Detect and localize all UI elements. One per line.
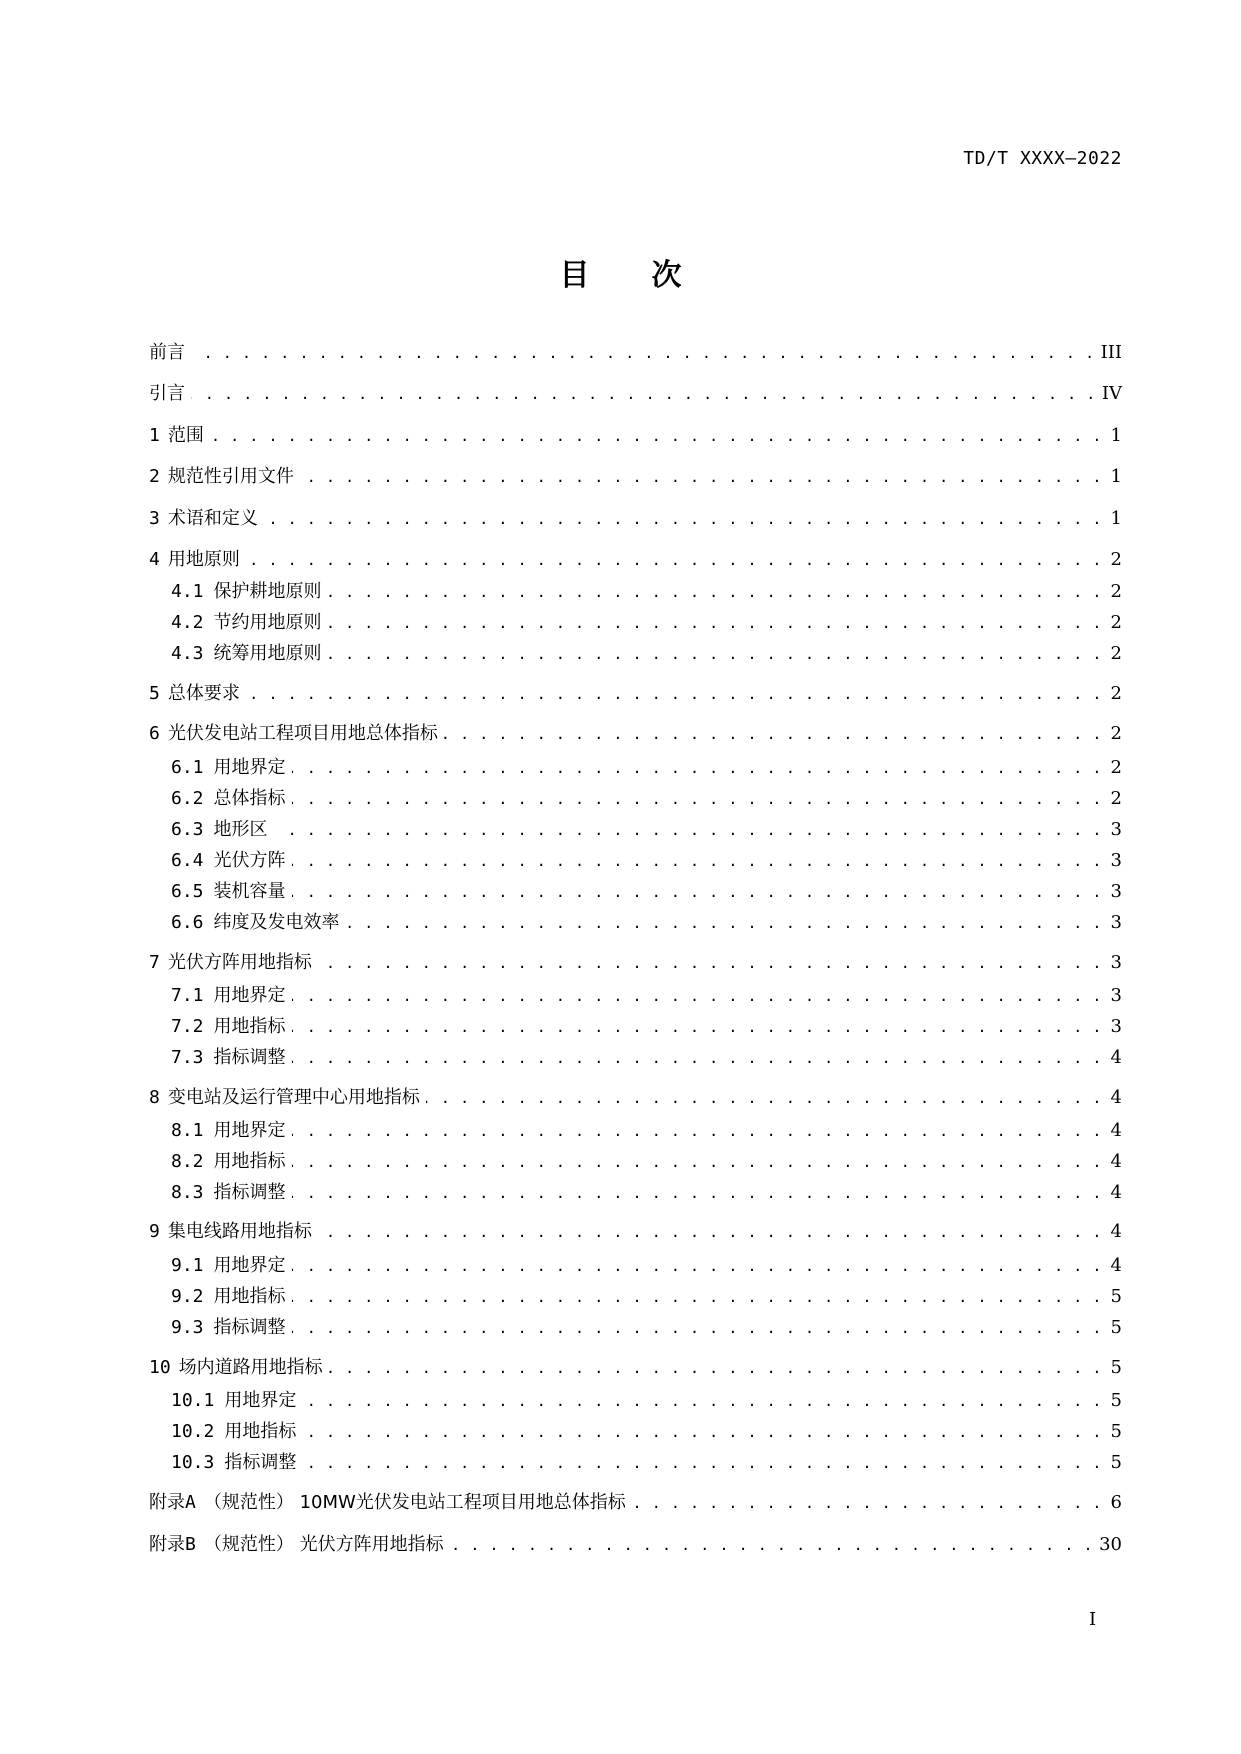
toc-entry[interactable] [149, 983, 1122, 1009]
toc-entry[interactable] [149, 547, 1122, 573]
toc-entry-page: 2 [1110, 757, 1122, 778]
toc-entry-number: 6.1 [171, 757, 204, 778]
toc-entry-page: 1 [1110, 425, 1122, 446]
toc-entry[interactable] [149, 506, 1122, 532]
toc-entry[interactable] [149, 579, 1122, 605]
toc-entry-page: 1 [1110, 508, 1122, 529]
toc-entry-page: 5 [1110, 1317, 1122, 1338]
toc-entry-label: 总体指标 [213, 788, 286, 809]
toc-entry-label: 用地指标 [224, 1421, 297, 1442]
dot-leader [292, 1284, 1102, 1310]
toc-entry-number: 9 [149, 1221, 160, 1242]
toc-entry[interactable] [149, 1284, 1122, 1310]
toc-entry-page: 5 [1110, 1390, 1122, 1411]
toc-entry-number: 6.6 [171, 912, 204, 933]
toc-entry[interactable] [149, 1315, 1122, 1341]
dot-leader [292, 1149, 1102, 1175]
toc-entry-page: 2 [1110, 581, 1122, 602]
toc-entry-label: 集电线路用地指标 [167, 1221, 312, 1242]
dot-leader [246, 547, 1102, 573]
toc-entry-page: 3 [1110, 952, 1122, 973]
toc-entry-number: 6.3 [171, 819, 204, 840]
toc-entry[interactable] [149, 1045, 1122, 1071]
toc-entry-number: 3 [149, 508, 160, 529]
toc-entry[interactable] [149, 423, 1122, 449]
dot-leader [264, 506, 1102, 532]
toc-entry[interactable] [149, 1355, 1122, 1381]
dot-leader [346, 910, 1102, 936]
page-number: I [1089, 1609, 1097, 1630]
toc-entry-number: 2 [149, 466, 160, 487]
dot-leader [292, 1180, 1102, 1206]
toc-entry[interactable] [149, 1085, 1122, 1111]
dot-leader [292, 983, 1102, 1009]
toc-entry-label: 引言 [149, 383, 185, 404]
dot-leader [426, 1085, 1102, 1111]
toc-entry-label: 保护耕地原则 [213, 581, 322, 602]
toc-entry-number: 4 [149, 549, 160, 570]
dot-leader [450, 1532, 1094, 1558]
toc-entry-label: 总体要求 [167, 683, 240, 704]
toc-entry-page: 4 [1110, 1047, 1122, 1068]
toc-entry[interactable] [149, 721, 1122, 747]
toc-entry-page: 30 [1099, 1534, 1122, 1555]
toc-entry-number: 5 [149, 683, 160, 704]
toc-entry-page: 3 [1110, 1016, 1122, 1037]
dot-leader [328, 579, 1102, 605]
toc-entry-number: 6.4 [171, 850, 204, 871]
toc-entry-number: 1 [149, 425, 160, 446]
toc-entry-number: 4.2 [171, 612, 204, 633]
toc-entry-label: 光伏方阵用地指标 [167, 952, 312, 973]
toc-entry-page: 3 [1110, 850, 1122, 871]
toc-entry-number: 4.1 [171, 581, 204, 602]
page-title [0, 250, 1241, 294]
dot-leader [191, 381, 1096, 407]
dot-leader [191, 340, 1095, 366]
title-char-2: 次 [651, 258, 682, 293]
toc-entry[interactable] [149, 879, 1122, 905]
toc-entry-label: 光伏发电站工程项目用地总体指标 [167, 723, 438, 744]
toc-entry[interactable] [149, 950, 1122, 976]
toc-entry-label: 术语和定义 [167, 508, 258, 529]
toc-entry[interactable] [149, 1180, 1122, 1206]
toc-entry-number: 7.2 [171, 1016, 204, 1037]
toc-entry-label: 用地界定 [213, 1255, 286, 1276]
toc-entry[interactable] [149, 1253, 1122, 1279]
dot-leader [444, 721, 1102, 747]
dot-leader [246, 681, 1102, 707]
dot-leader [292, 786, 1102, 812]
toc-entry-number: 6 [149, 723, 160, 744]
toc-entry-label: 用地界定 [213, 985, 286, 1006]
dot-leader [292, 1045, 1102, 1071]
toc-entry-number: 7.1 [171, 985, 204, 1006]
toc-entry[interactable] [149, 910, 1122, 936]
toc-entry-label: 用地界定 [213, 757, 286, 778]
toc-entry-label: 前言 [149, 342, 185, 363]
toc-entry-page: 3 [1110, 881, 1122, 902]
dot-leader [292, 848, 1102, 874]
dot-leader [292, 1014, 1102, 1040]
dot-leader [274, 817, 1102, 843]
toc-entry-page: 5 [1110, 1421, 1122, 1442]
toc-entry-number: 10 [149, 1357, 171, 1378]
toc-entry-page: IV [1101, 383, 1122, 404]
toc-entry-page: 4 [1110, 1255, 1122, 1276]
toc-entry-page: 4 [1110, 1151, 1122, 1172]
toc-entry-label: 统筹用地原则 [213, 643, 322, 664]
toc-entry-label: 用地界定 [224, 1390, 297, 1411]
toc-entry-label: 装机容量 [213, 881, 286, 902]
title-char-1: 目 [559, 258, 590, 293]
dot-leader [292, 755, 1102, 781]
toc-entry-page: 5 [1110, 1452, 1122, 1473]
toc-entry-label: 用地界定 [213, 1120, 286, 1141]
toc-entry[interactable] [149, 1450, 1122, 1476]
toc-entry-label: 变电站及运行管理中心用地指标 [167, 1087, 420, 1108]
toc-entry-page: 5 [1110, 1357, 1122, 1378]
toc-entry-number: 8.2 [171, 1151, 204, 1172]
toc-entry-number: 8.1 [171, 1120, 204, 1141]
toc-entry-label: 地形区 [213, 819, 268, 840]
toc-entry[interactable] [149, 1388, 1122, 1414]
toc-entry[interactable] [149, 1014, 1122, 1040]
toc-entry-page: 2 [1110, 549, 1122, 570]
toc-entry-number: 7.3 [171, 1047, 204, 1068]
toc-entry-page: 2 [1110, 723, 1122, 744]
toc-entry[interactable] [149, 464, 1122, 490]
toc-entry-label: 光伏方阵 [213, 850, 286, 871]
toc-entry-page: III [1100, 342, 1122, 363]
toc-entry[interactable] [149, 786, 1122, 812]
toc-entry[interactable] [149, 610, 1122, 636]
dot-leader [318, 950, 1102, 976]
toc-entry-number: 8.3 [171, 1182, 204, 1203]
dot-leader [292, 1315, 1102, 1341]
toc-entry[interactable] [149, 1532, 1122, 1558]
toc-entry-number: 附录B [149, 1534, 196, 1555]
toc-entry[interactable] [149, 1149, 1122, 1175]
toc-entry-page: 4 [1110, 1182, 1122, 1203]
toc-entry[interactable] [149, 817, 1122, 843]
toc-entry[interactable] [149, 1219, 1122, 1245]
toc-entry-number: 10.1 [171, 1390, 215, 1411]
toc-entry[interactable] [149, 681, 1122, 707]
dot-leader [300, 464, 1102, 490]
document-code: TD/T XXXX—2022 [963, 148, 1122, 169]
toc-entry-label: 用地指标 [213, 1286, 286, 1307]
toc-entry-number: 7 [149, 952, 160, 973]
dot-leader [329, 1355, 1102, 1381]
toc-entry-label: 指标调整 [213, 1047, 286, 1068]
dot-leader [632, 1490, 1102, 1516]
toc-entry-page: 2 [1110, 643, 1122, 664]
toc-entry[interactable] [149, 848, 1122, 874]
toc-entry-label: 用地指标 [213, 1151, 286, 1172]
toc-entry-label: （规范性） 10MW光伏发电站工程项目用地总体指标 [203, 1492, 626, 1513]
toc-entry-number: 10.2 [171, 1421, 215, 1442]
toc-entry-page: 4 [1110, 1087, 1122, 1108]
toc-entry-number: 6.5 [171, 881, 204, 902]
dot-leader [328, 641, 1102, 667]
toc-entry-page: 4 [1110, 1120, 1122, 1141]
toc-entry[interactable] [149, 1490, 1122, 1516]
toc-entry[interactable] [149, 755, 1122, 781]
toc-entry-page: 4 [1110, 1221, 1122, 1242]
toc-entry[interactable] [149, 1118, 1122, 1144]
toc-entry-number: 9.2 [171, 1286, 204, 1307]
toc-entry-page: 2 [1110, 612, 1122, 633]
toc-entry[interactable] [149, 1419, 1122, 1445]
dot-leader [292, 1118, 1102, 1144]
toc-entry-label: 规范性引用文件 [167, 466, 294, 487]
dot-leader [318, 1219, 1102, 1245]
toc-entry-number: 10.3 [171, 1452, 215, 1473]
toc-entry-page: 5 [1110, 1286, 1122, 1307]
dot-leader [292, 879, 1102, 905]
toc-entry-label: （规范性） 光伏方阵用地指标 [203, 1534, 444, 1555]
toc-entry[interactable] [149, 641, 1122, 667]
toc-entry-number: 4.3 [171, 643, 204, 664]
toc-entry-label: 指标调整 [213, 1317, 286, 1338]
toc-entry-label: 指标调整 [224, 1452, 297, 1473]
dot-leader [292, 1253, 1102, 1279]
toc-entry-number: 8 [149, 1087, 160, 1108]
toc-entry-number: 9.1 [171, 1255, 204, 1276]
dot-leader [302, 1388, 1102, 1414]
toc-entry-page: 2 [1110, 788, 1122, 809]
toc-entry-page: 3 [1110, 819, 1122, 840]
toc-entry-page: 3 [1110, 912, 1122, 933]
toc-entry-page: 1 [1110, 466, 1122, 487]
toc-entry-number: 6.2 [171, 788, 204, 809]
toc-entry-number: 附录A [149, 1492, 196, 1513]
toc-entry-label: 范围 [167, 425, 204, 446]
toc-entry[interactable] [149, 381, 1122, 407]
toc-entry-page: 6 [1110, 1492, 1122, 1513]
toc-entry-label: 纬度及发电效率 [213, 912, 340, 933]
toc-entry[interactable] [149, 340, 1122, 366]
toc-entry-label: 用地指标 [213, 1016, 286, 1037]
toc-entry-label: 节约用地原则 [213, 612, 322, 633]
dot-leader [302, 1450, 1102, 1476]
dot-leader [328, 610, 1102, 636]
toc-entry-label: 指标调整 [213, 1182, 286, 1203]
dot-leader [210, 423, 1102, 449]
toc-entry-label: 用地原则 [167, 549, 240, 570]
dot-leader [302, 1419, 1102, 1445]
toc-entry-page: 2 [1110, 683, 1122, 704]
toc-entry-page: 3 [1110, 985, 1122, 1006]
toc-entry-number: 9.3 [171, 1317, 204, 1338]
toc-entry-label: 场内道路用地指标 [178, 1357, 323, 1378]
